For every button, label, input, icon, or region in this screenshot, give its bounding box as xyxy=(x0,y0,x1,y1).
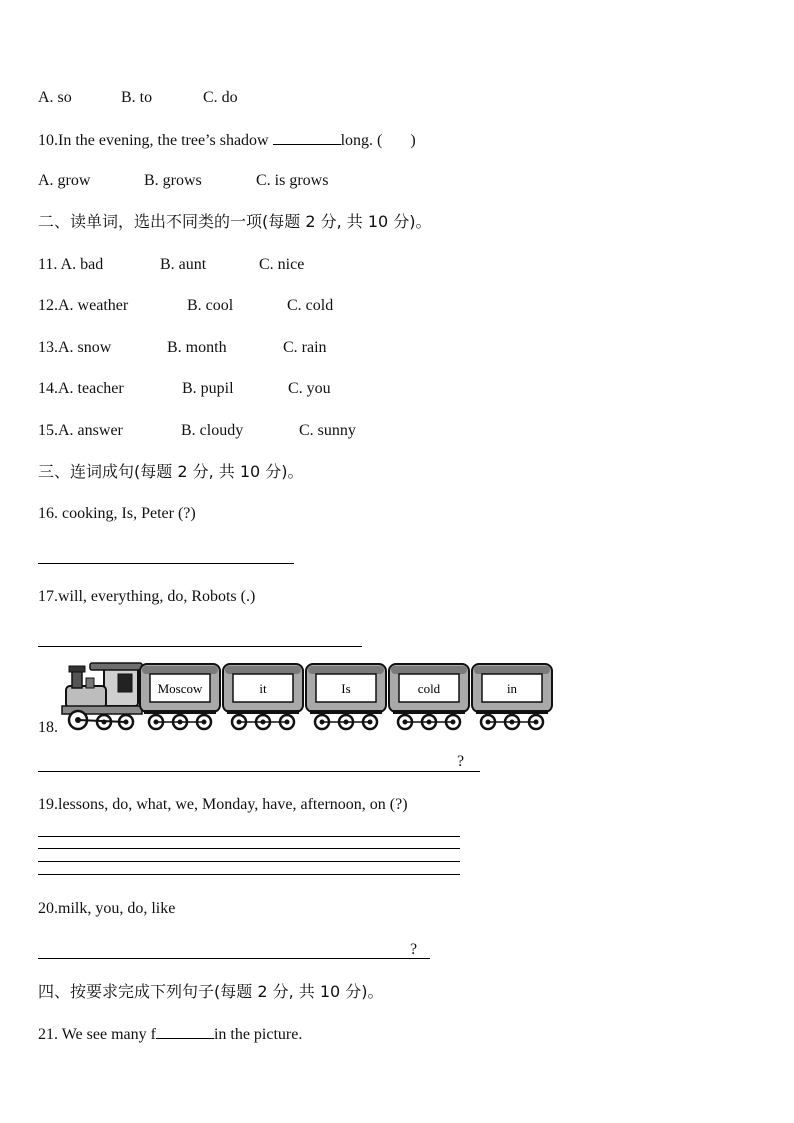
train-car-1 xyxy=(140,664,220,729)
q12-option-c: C. cold xyxy=(287,297,334,314)
q15-option-c: C. sunny xyxy=(299,422,356,439)
train-word-4: cold xyxy=(417,681,441,696)
question-17: 17.will, everything, do, Robots (.) xyxy=(38,588,256,605)
question-21 xyxy=(38,1024,302,1045)
q10-option-a: A. grow xyxy=(38,172,91,189)
q19-answer-line-4[interactable] xyxy=(38,874,460,875)
train-illustration xyxy=(60,660,560,734)
q11-option-c: C. nice xyxy=(259,256,305,273)
section-4-title: 四、按要求完成下列句子(每题 2 分, 共 10 分)。 xyxy=(38,982,384,1001)
q21-text-before: 21. We see many f xyxy=(38,1026,156,1043)
question-20: 20.milk, you, do, like xyxy=(38,900,176,917)
q10-stem-after: long. ( xyxy=(340,132,383,149)
q10-option-b: B. grows xyxy=(144,172,202,189)
question-10 xyxy=(38,130,416,151)
q14-option-b: B. pupil xyxy=(182,380,234,397)
train-word-5: in xyxy=(506,681,518,696)
train-word-3: Is xyxy=(341,681,351,696)
q19-answer-line-2[interactable] xyxy=(38,848,460,849)
q17-answer-line[interactable] xyxy=(38,646,362,647)
q12-number-option-a: 12.A. weather xyxy=(38,297,129,314)
q14-number-option-a: 14.A. teacher xyxy=(38,380,124,397)
q18-number: 18. xyxy=(38,719,58,736)
q15-number-option-a: 15.A. answer xyxy=(38,422,123,439)
question-19: 19.lessons, do, what, we, Monday, have, afternoon, on (?) xyxy=(38,796,408,813)
q10-stem-before: 10.In the evening, the tree’s shadow xyxy=(38,132,273,149)
section-2-title: 二、读单词，选出不同类的一项(每题 2 分, 共 10 分)。 xyxy=(38,212,432,231)
q11-option-b: B. aunt xyxy=(160,256,207,273)
train-word-2: it xyxy=(259,681,267,696)
q15-option-b: B. cloudy xyxy=(181,422,244,439)
q19-answer-line-3[interactable] xyxy=(38,861,460,862)
train-word-1: Moscow xyxy=(157,681,203,696)
q9-option-c: C. do xyxy=(203,89,238,106)
q13-number-option-a: 13.A. snow xyxy=(38,339,112,356)
q21-text-after: in the picture. xyxy=(213,1026,303,1043)
q10-option-c: C. is grows xyxy=(256,172,329,189)
train-car-3 xyxy=(306,664,386,729)
q20-question-mark: ? xyxy=(410,941,418,958)
q18-answer-line[interactable] xyxy=(38,771,480,772)
q9-option-b: B. to xyxy=(121,89,153,106)
q18-question-mark: ? xyxy=(457,753,465,770)
q12-option-b: B. cool xyxy=(187,297,234,314)
q10-close-paren: ) xyxy=(410,132,416,149)
section-3-title: 三、连词成句(每题 2 分, 共 10 分)。 xyxy=(38,462,304,481)
q10-blank[interactable] xyxy=(273,130,341,145)
train-car-2 xyxy=(223,664,303,729)
q14-option-c: C. you xyxy=(288,380,331,397)
q20-answer-line[interactable] xyxy=(38,958,430,959)
q19-answer-line-1[interactable] xyxy=(38,836,460,837)
train-car-4 xyxy=(389,664,469,729)
train-car-5 xyxy=(472,664,552,729)
locomotive-icon xyxy=(62,663,142,729)
q21-blank[interactable] xyxy=(156,1024,214,1039)
q13-option-c: C. rain xyxy=(283,339,327,356)
q16-answer-line[interactable] xyxy=(38,563,294,564)
q13-option-b: B. month xyxy=(167,339,227,356)
question-16: 16. cooking, Is, Peter (?) xyxy=(38,505,196,522)
q9-option-a: A. so xyxy=(38,89,72,106)
q11-number-option-a: 11. A. bad xyxy=(38,256,104,273)
